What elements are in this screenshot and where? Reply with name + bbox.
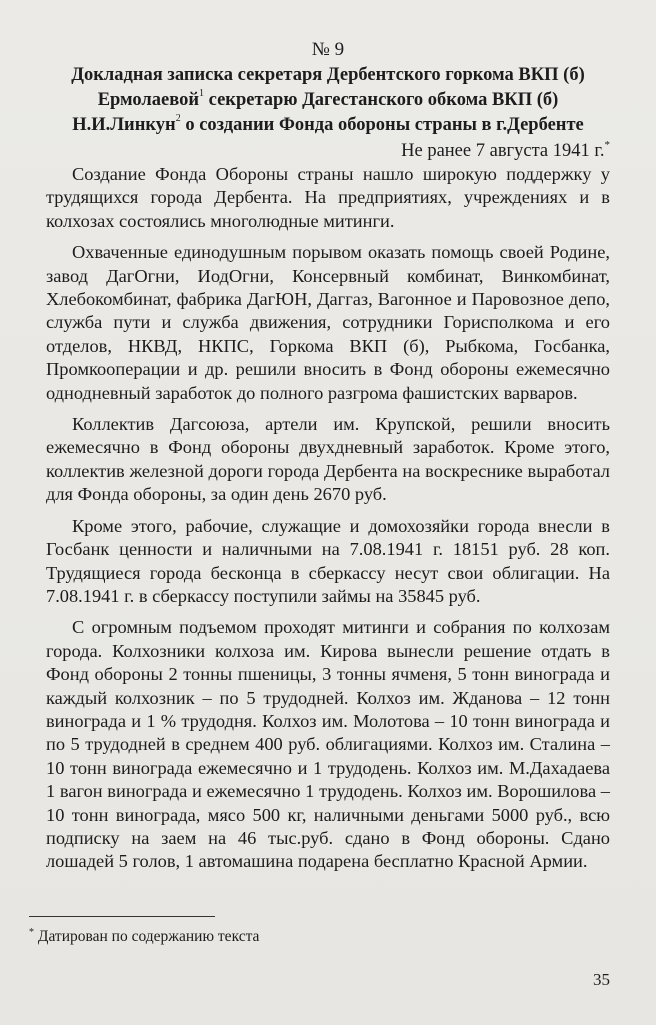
page-number: 35 [593, 970, 610, 989]
title-line-1: Докладная записка секретаря Дербентского горкома ВКП (б) [71, 65, 585, 85]
title-line-2: Ермолаевой$^1$ секретарю Дагестанского обкома ВКП (б) [97, 88, 559, 110]
footnote-divider [29, 916, 215, 917]
paragraph: Коллектив Дагсоюза, артели им. Крупской, решили вносить ежемесячно в Фонд обороны двухдневный заработок. Кроме этого, коллектив железной дороги города Дербента на воскреснике выработал для Фонда обороны, за один день 2670 руб. [46, 414, 610, 505]
footnote-text: Датирован по содержанию текста [37, 928, 260, 945]
footnote-ref-1: 1 [199, 88, 205, 99]
footnote-mark: * [29, 927, 34, 938]
footnote [29, 927, 259, 947]
document-title [46, 64, 610, 137]
paragraph: Охваченные единодушным порывом оказать помощь своей Родине, завод ДагОгни, ИодОгни, Консервный комбинат, Винкомбинат, Хлебокомбинат, фабрика ДагЮН, Даггаз, Вагонное и Паровозное депо, служба пути и служба движения, сотрудники Горисполкома и его отделов, НКВД, НКПС, Горкома ВКП (б), Рыбкома, Госбанка, Промкооперации и др. решили вносить в Фонд обороны ежемесячно однодневный заработок до полного разгрома фашистских варваров. [46, 242, 610, 403]
document-date: Не ранее 7 августа 1941 г.* [401, 139, 610, 161]
footnote-ref-2: 2 [175, 113, 181, 124]
date-footnote-mark: * [604, 139, 610, 151]
paragraph: Создание Фонда Обороны страны нашло широкую поддержку у трудящихся города Дербента. На предприятиях, учреждениях и в колхозах состоялись многолюдные митинги. [46, 164, 610, 231]
document-body [46, 163, 610, 874]
paragraph: С огромным подъемом проходят митинги и собрания по колхозам города. Колхозники колхоза им. Кирова вынесли решение отдать в Фонд обороны 2 тонны пшеницы, 3 тонны ячменя, 5 тонн винограда и каждый колхозник – по 5 трудодней. Колхоз им. Жданова – 12 тонн винограда и 1 % трудодня. Колхоз им. Молотова – 10 тонн винограда и по 5 трудодней в среднем 400 руб. облигациями. Колхоз им. Сталина – 10 тонн винограда ежемесячно и 1 трудодень. Колхоз им. М.Дахадаева 1 вагон винограда и ежемесячно 1 трудодень. Колхоз им. Ворошилова – 10 тонн винограда, мясо 500 кг, наличными деньгами 5000 руб., всю подписку на заем на 46 тыс.руб. сдано в Фонд обороны. Сдано лошадей 5 голов, 1 автомашина подарена бесплатно Красной Армии. [46, 617, 610, 872]
title-line-3: Н.И.Линкун$^2$ о создании Фонда обороны страны в г.Дербенте [72, 113, 584, 135]
paragraph: Кроме этого, рабочие, служащие и домохозяйки города внесли в Госбанк ценности и наличными на 7.08.1941 г. 18151 руб. 28 коп. Трудящиеся города бесконца в сберкассу несут свои облигации. На 7.08.1941 г. в сберкассу поступили займы на 35845 руб. [46, 515, 610, 606]
document-number: № 9 [311, 39, 345, 60]
